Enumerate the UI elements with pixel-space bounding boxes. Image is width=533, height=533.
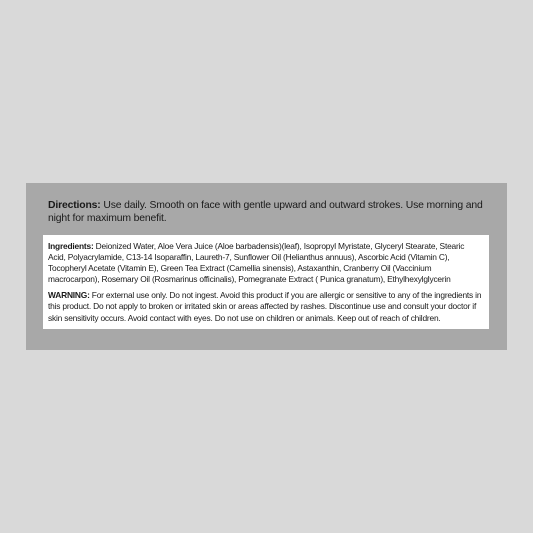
ingredients-section: [48, 241, 483, 285]
warning-section: [48, 290, 483, 323]
directions-text: Use daily. Smooth on face with gentle upward and outward strokes. Use morning and night for maximum benefit.: [48, 200, 483, 224]
warning-heading: WARNING:: [48, 290, 90, 301]
directions-section: [48, 199, 493, 225]
ingredients-warning-box: [43, 235, 489, 329]
directions-heading: Directions:: [48, 200, 101, 211]
warning-text: For external use only. Do not ingest. Avoid this product if you are allergic or sensitive to any of the ingredients in this product. Do not apply to broken or irritated skin or areas affected by rashes. Discontinue use and consult your doctor if skin sensitivity occurs. Avoid contact with eyes. Do not use on children or animals. Keep out of reach of children.: [48, 290, 482, 323]
ingredients-heading: Ingredients:: [48, 241, 94, 251]
ingredients-text: Deionized Water, Aloe Vera Juice (Aloe barbadensis)(leaf), Isopropyl Myristate, Glyceryl Stearate, Stearic Acid, Polyacrylamide, C13-14 Isoparaffin, Laureth-7, Sunflower Oil (Helianthus annuus), Ascorbic Acid (Vitamin C), Tocopheryl Acetate (Vitamin E), Green Tea Extract (Camellia sinensis), Astaxanthin, Cranberry Oil (Vaccinium macrocarpon), Rosemary Oil (Rosmarinus officinalis), Pomegranate Extract ( Punica granatum), Ethylhexylglycerin: [48, 241, 465, 285]
product-label-panel: [26, 183, 507, 350]
